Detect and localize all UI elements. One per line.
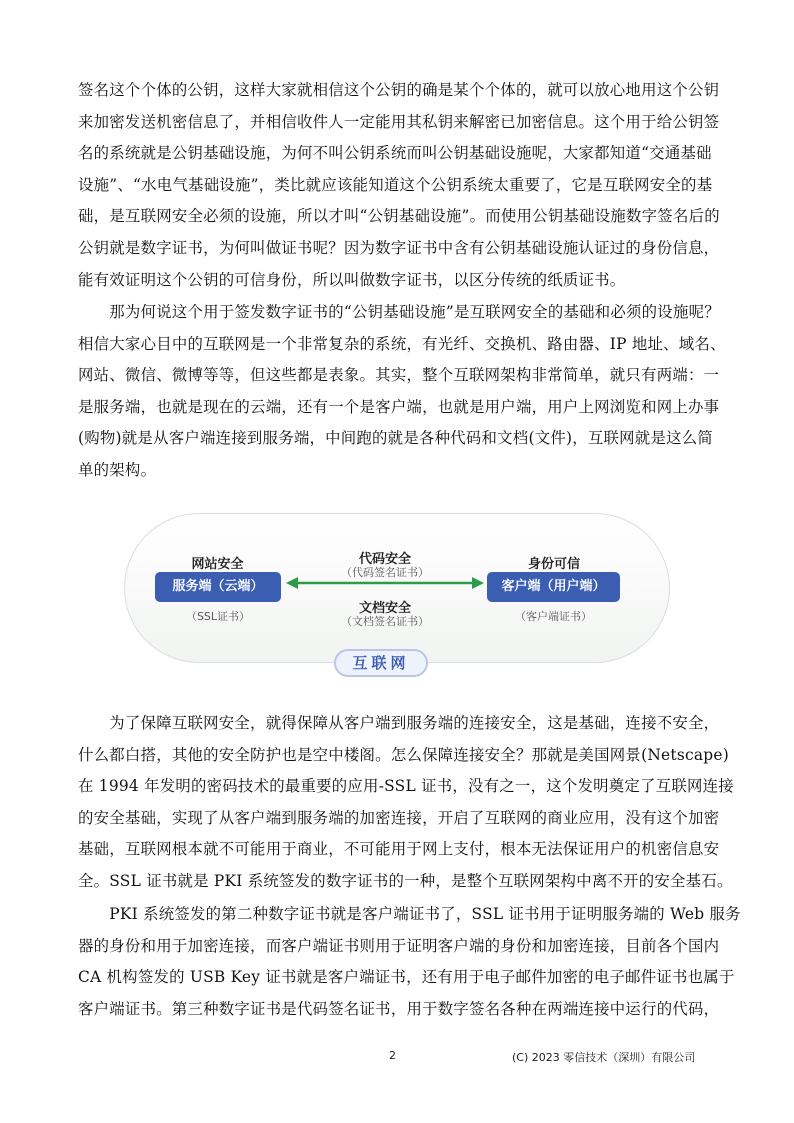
client-cert-label: （客户端证书）: [515, 610, 592, 623]
text-line: 为了保障互联网安全，就得保障从客户端到服务端的连接安全，这是基础，连接不安全，: [78, 714, 720, 732]
text-line: 能有效证明这个公钥的可信身份，所以叫做数字证书，以区分传统的纸质证书。: [78, 270, 626, 289]
text-line: 公钥就是数字证书，为何叫做证书呢？因为数字证书中含有公钥基础设施认证过的身份信息，: [78, 238, 720, 257]
paragraph-3: [78, 708, 734, 898]
server-side-box: 服务端（云端）: [155, 572, 281, 602]
document-security-title: 文档安全: [358, 601, 411, 616]
ssl-cert-label: （SSL证书）: [185, 610, 251, 623]
text-line: PKI 系统签发的第二种数字证书就是客户端证书了，SSL 证书用于证明服务端的 Web 服务: [78, 905, 741, 923]
text-line: CA 机构签发的 USB Key 证书就是客户端证书，还有用于电子邮件加密的电子邮件证书也属于: [78, 968, 735, 987]
text-line: (购物)就是从客户端连接到服务端，中间跑的就是各种代码和文档(文件)，互联网就是这么简: [78, 429, 714, 448]
bidirectional-arrow-icon: [286, 575, 484, 591]
text-line: 名的系统就是公钥基础设施，为何不叫公钥系统而叫公钥基础设施呢，大家都知道“交通基础: [78, 144, 712, 163]
text-line: 那为何说这个用于签发数字证书的“公钥基础设施”是互联网安全的基础和必须的设施呢？: [78, 303, 720, 321]
text-line: 基础，互联网根本就不可能用于商业，不可能用于网上支付，根本无法保证用户的机密信息安: [78, 840, 720, 859]
client-side-box: 客户端（用户端）: [487, 572, 620, 602]
text-line: 单的架构。: [78, 460, 157, 479]
text-line: 在 1994 年发明的密码技术的最重要的应用-SSL 证书，没有之一，这个发明奠定了互联网连接: [78, 777, 734, 796]
text-line: 是服务端，也就是现在的云端，还有一个是客户端，也就是用户端，用户上网浏览和网上办事: [78, 397, 720, 416]
document-signing-cert-label: （文档签名证书）: [341, 615, 429, 628]
identity-trust-title: 身份可信: [527, 557, 580, 572]
footer-copyright: (C) 2023 零信技术（深圳）有限公司: [512, 1051, 696, 1064]
text-line: 客户端证书。第三种数字证书是代码签名证书，用于数字签名各种在两端连接中运行的代码，: [78, 999, 720, 1018]
text-line: 来加密发送机密信息了，并相信收件人一定能用其私钥来解密已加密信息。这个用于给公钥签: [78, 112, 720, 131]
text-line: 签名这个个体的公钥，这样大家就相信这个公钥的确是某个个体的，就可以放心地用这个公钥: [78, 81, 720, 99]
text-line: 器的身份和用于加密连接，而客户端证书则用于证明客户端的身份和加密连接，目前各个国内: [78, 936, 720, 955]
internet-badge: 互联网: [334, 649, 428, 677]
page-number: 2: [389, 1049, 396, 1062]
code-signing-cert-label: （代码签名证书）: [341, 566, 429, 579]
internet-architecture-diagram: [124, 513, 670, 678]
text-line: 础，是互联网安全必须的设施，所以才叫“公钥基础设施”。而使用公钥基础设施数字签名后的: [78, 207, 720, 226]
text-line: 相信大家心目中的互联网是一个非常复杂的系统，有光纤、交换机、路由器、IP 地址、域名、: [78, 334, 726, 353]
text-line: 全。SSL 证书就是 PKI 系统签发的数字证书的一种，是整个互联网架构中离不开的安全基石。: [78, 871, 733, 890]
text-line: 设施”、“水电气基础设施”，类比就应该能知道这个公钥系统太重要了，它是互联网安全的基: [78, 175, 713, 194]
paragraph-2: [78, 297, 726, 487]
text-line: 网站、微信、微博等等，但这些都是表象。其实，整个互联网架构非常简单，就只有两端：一: [78, 366, 720, 385]
text-line: 什么都白搭，其他的安全防护也是空中楼阁。怎么保障连接安全？那就是美国网景(Netscape): [78, 745, 729, 764]
paragraph-4: [78, 899, 741, 1025]
paragraph-1: [78, 75, 718, 296]
website-security-title: 网站安全: [191, 557, 244, 572]
code-security-title: 代码安全: [358, 552, 411, 567]
text-line: 的安全基础，实现了从客户端到服务端的加密连接，开启了互联网的商业应用，没有这个加密: [78, 808, 720, 827]
